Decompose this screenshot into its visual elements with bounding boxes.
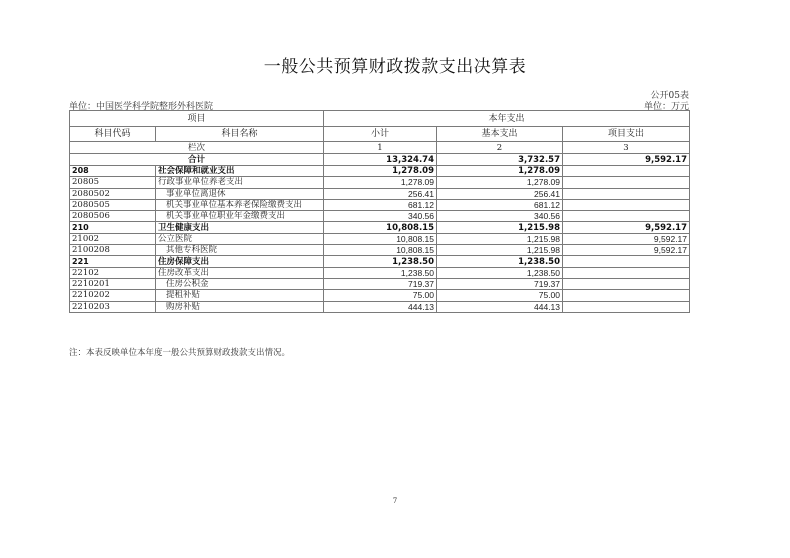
row-name: 社会保障和就业支出 — [156, 166, 324, 177]
header-code: 科目代码 — [70, 127, 156, 142]
row-project — [563, 199, 690, 210]
row-basic: 75.00 — [437, 290, 563, 301]
header-row-group — [70, 111, 690, 127]
index-2: 2 — [437, 142, 563, 154]
row-name: 住房改革支出 — [156, 267, 324, 278]
table-row — [70, 166, 690, 177]
table-row — [70, 199, 690, 210]
row-basic: 256.41 — [437, 188, 563, 199]
row-basic: 719.37 — [437, 278, 563, 289]
row-project — [563, 278, 690, 289]
row-code: 210 — [70, 222, 156, 233]
total-subtotal: 13,324.74 — [324, 154, 437, 166]
header-item-group: 项目 — [70, 111, 324, 127]
row-subtotal: 340.56 — [324, 211, 437, 222]
row-code: 2100208 — [70, 245, 156, 256]
page-number: 7 — [392, 497, 398, 505]
table-row — [70, 233, 690, 244]
row-name: 提租补贴 — [156, 290, 324, 301]
row-basic: 1,215.98 — [437, 245, 563, 256]
row-name: 机关事业单位职业年金缴费支出 — [156, 211, 324, 222]
row-subtotal: 1,278.09 — [324, 177, 437, 188]
currency-unit: 单位：万元 — [643, 102, 689, 112]
table-row — [70, 177, 690, 188]
row-project — [563, 177, 690, 188]
header-row-columns — [70, 127, 690, 142]
row-code: 2080506 — [70, 211, 156, 222]
row-basic: 1,215.98 — [437, 222, 563, 233]
row-project: 9,592.17 — [563, 233, 690, 244]
header-basic: 基本支出 — [437, 127, 563, 142]
total-label: 合计 — [70, 154, 324, 166]
table-row — [70, 188, 690, 199]
row-basic: 1,238.50 — [437, 256, 563, 267]
row-code: 22102 — [70, 267, 156, 278]
row-project: 9,592.17 — [563, 222, 690, 233]
organization-unit: 单位：中国医学科学院整形外科医院 — [69, 102, 214, 112]
row-index-label: 栏次 — [70, 142, 324, 154]
header-expense-group: 本年支出 — [324, 111, 690, 127]
header-subtotal: 小计 — [324, 127, 437, 142]
row-project — [563, 166, 690, 177]
expenditure-table — [69, 110, 690, 313]
header-name: 科目名称 — [156, 127, 324, 142]
row-basic: 1,215.98 — [437, 233, 563, 244]
row-code: 20805 — [70, 177, 156, 188]
table-row — [70, 256, 690, 267]
row-code: 2080505 — [70, 199, 156, 210]
row-project — [563, 256, 690, 267]
row-subtotal: 10,808.15 — [324, 222, 437, 233]
row-subtotal: 75.00 — [324, 290, 437, 301]
table-row — [70, 222, 690, 233]
row-name: 住房公积金 — [156, 278, 324, 289]
row-project — [563, 290, 690, 301]
row-basic: 1,238.50 — [437, 267, 563, 278]
row-subtotal: 10,808.15 — [324, 233, 437, 244]
row-code: 208 — [70, 166, 156, 177]
row-subtotal: 1,278.09 — [324, 166, 437, 177]
row-code: 221 — [70, 256, 156, 267]
row-project — [563, 267, 690, 278]
row-subtotal: 256.41 — [324, 188, 437, 199]
row-basic: 1,278.09 — [437, 166, 563, 177]
header-row-index — [70, 142, 690, 154]
row-project: 9,592.17 — [563, 245, 690, 256]
index-3: 3 — [563, 142, 690, 154]
row-name: 卫生健康支出 — [156, 222, 324, 233]
header-project: 项目支出 — [563, 127, 690, 142]
row-subtotal: 681.12 — [324, 199, 437, 210]
row-subtotal: 1,238.50 — [324, 267, 437, 278]
table-row — [70, 278, 690, 289]
row-code: 21002 — [70, 233, 156, 244]
row-name: 机关事业单位基本养老保险缴费支出 — [156, 199, 324, 210]
total-project: 9,592.17 — [563, 154, 690, 166]
table-row — [70, 211, 690, 222]
table-footnote: 注：本表反映单位本年度一般公共预算财政拨款支出情况。 — [69, 348, 291, 358]
row-project — [563, 188, 690, 199]
table-row — [70, 267, 690, 278]
row-name: 购房补贴 — [156, 301, 324, 312]
row-name: 其他专科医院 — [156, 245, 324, 256]
row-project — [563, 301, 690, 312]
row-subtotal: 1,238.50 — [324, 256, 437, 267]
index-1: 1 — [324, 142, 437, 154]
row-basic: 444.13 — [437, 301, 563, 312]
row-project — [563, 211, 690, 222]
row-code: 2210201 — [70, 278, 156, 289]
row-code: 2210202 — [70, 290, 156, 301]
row-subtotal: 719.37 — [324, 278, 437, 289]
row-name: 事业单位离退休 — [156, 188, 324, 199]
row-basic: 1,278.09 — [437, 177, 563, 188]
row-subtotal: 10,808.15 — [324, 245, 437, 256]
total-basic: 3,732.57 — [437, 154, 563, 166]
page-title: 一般公共预算财政拨款支出决算表 — [263, 57, 527, 77]
row-name: 公立医院 — [156, 233, 324, 244]
table-row — [70, 290, 690, 301]
row-name: 行政事业单位养老支出 — [156, 177, 324, 188]
row-name: 住房保障支出 — [156, 256, 324, 267]
row-basic: 340.56 — [437, 211, 563, 222]
row-subtotal: 444.13 — [324, 301, 437, 312]
row-code: 2210203 — [70, 301, 156, 312]
table-row — [70, 245, 690, 256]
total-row — [70, 154, 690, 166]
table-row — [70, 301, 690, 312]
row-basic: 681.12 — [437, 199, 563, 210]
row-code: 2080502 — [70, 188, 156, 199]
form-number: 公开05表 — [650, 91, 689, 101]
